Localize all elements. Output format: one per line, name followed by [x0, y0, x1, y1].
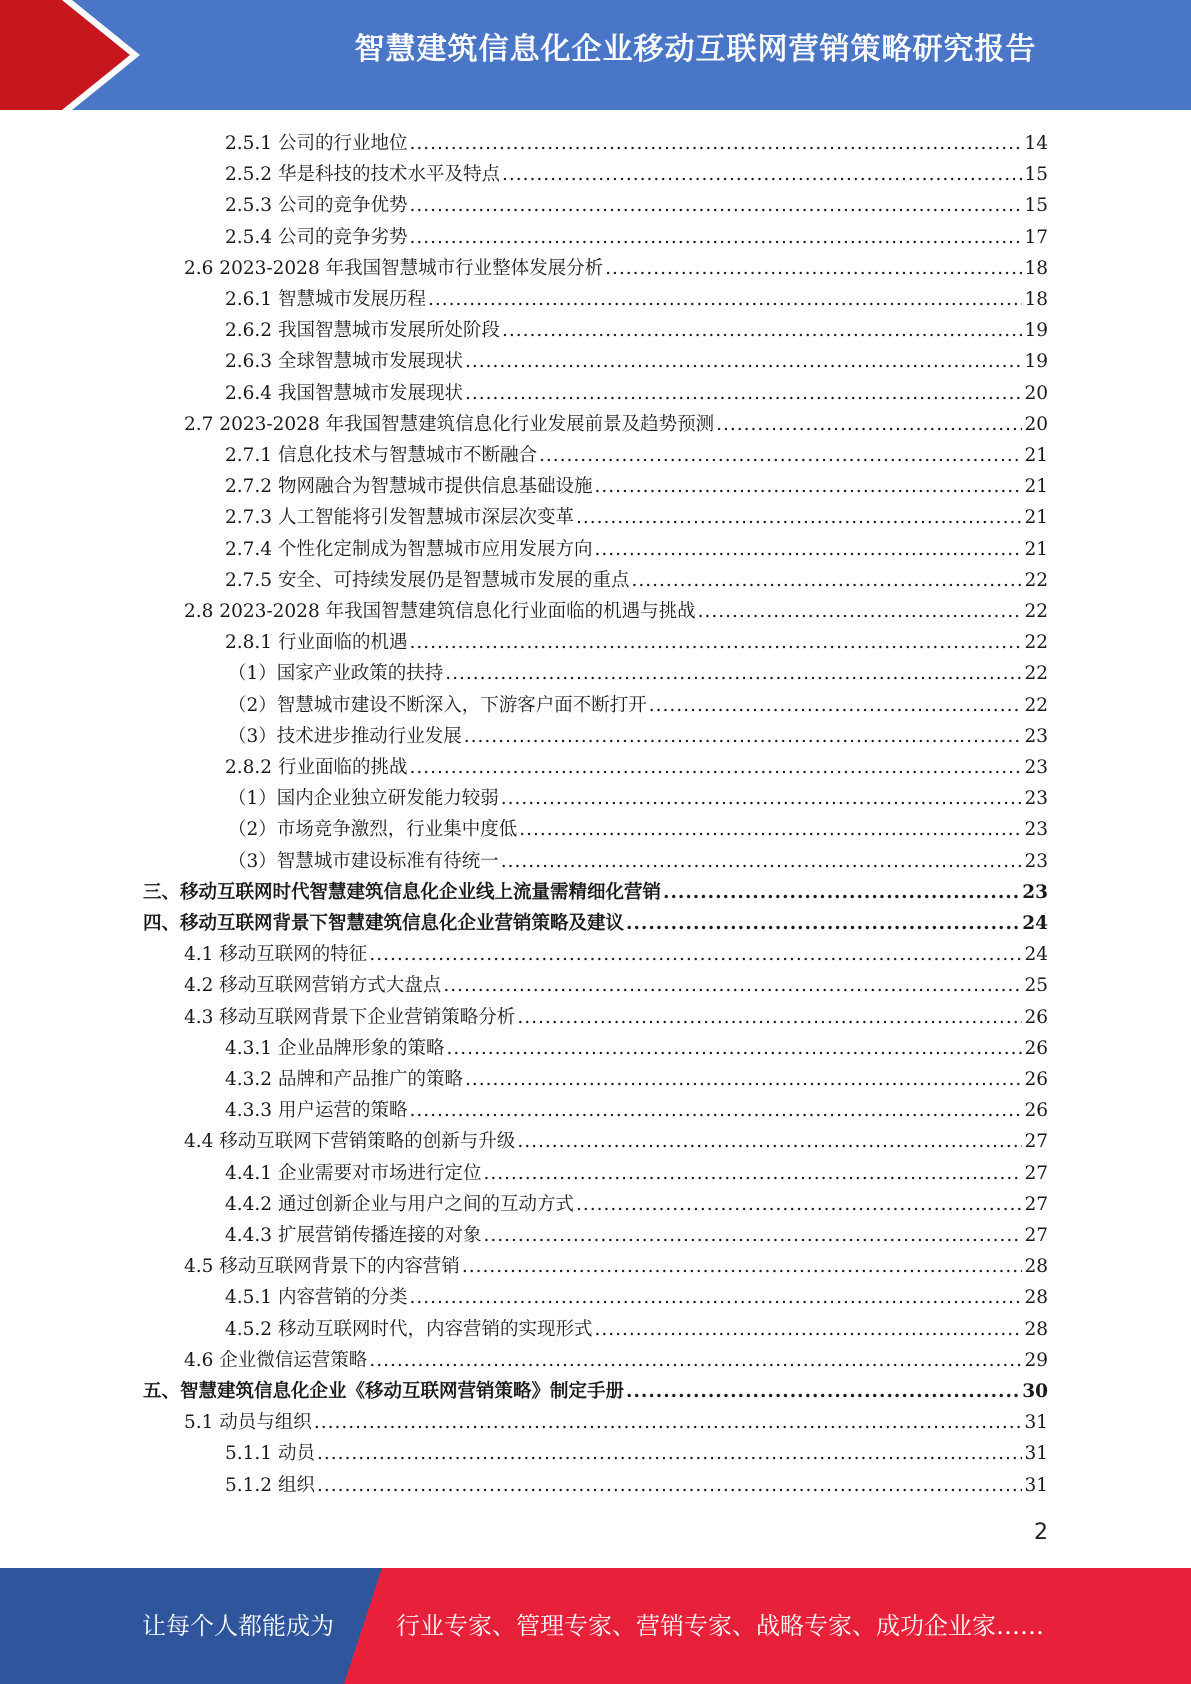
- toc-entry[interactable]: [225, 1282, 1048, 1313]
- toc-entry-page: 24: [1022, 913, 1048, 934]
- toc-entry[interactable]: [225, 471, 1048, 502]
- footer-slogan-right: 行业专家、管理专家、营销专家、战略专家、成功企业家……: [396, 1612, 1044, 1640]
- toc-entry-title: 2.7.4 个性化定制成为智慧城市应用发展方向: [225, 538, 593, 560]
- toc-entry-page: 19: [1024, 351, 1048, 373]
- toc-entry-page: 22: [1024, 569, 1048, 591]
- toc-entry-title: 4.4.2 通过创新企业与用户之间的互动方式: [225, 1193, 574, 1215]
- toc-entry[interactable]: [225, 752, 1048, 783]
- toc-entry[interactable]: [225, 1095, 1048, 1126]
- toc-dot-leader: [698, 596, 1023, 627]
- toc-entry[interactable]: [143, 877, 1048, 908]
- toc-dot-leader: [649, 690, 1023, 721]
- toc-entry[interactable]: [228, 721, 1048, 752]
- page-number: 2: [1034, 1520, 1048, 1545]
- toc-entry-title: 4.5.2 移动互联网时代，内容营销的实现形式: [225, 1318, 593, 1340]
- toc-dot-leader: [576, 1189, 1022, 1220]
- toc-dot-leader: [594, 1314, 1022, 1345]
- toc-entry-title: （1）国内企业独立研发能力较弱: [228, 788, 499, 810]
- toc-entry[interactable]: [184, 1345, 1048, 1376]
- toc-entry[interactable]: [225, 159, 1048, 190]
- toc-dot-leader: [502, 315, 1022, 346]
- toc-entry-page: 31: [1024, 1412, 1048, 1434]
- toc-entry-page: 23: [1024, 788, 1048, 810]
- toc-entry-title: 2.8.1 行业面临的机遇: [225, 632, 408, 654]
- toc-entry[interactable]: [225, 565, 1048, 596]
- toc-dot-leader: [501, 783, 1023, 814]
- toc-entry-page: 22: [1024, 601, 1048, 622]
- toc-entry-title: 4.3.3 用户运营的策略: [225, 1100, 408, 1122]
- toc-entry-page: 20: [1024, 382, 1048, 404]
- toc-entry-title: 4.6 企业微信运营策略: [184, 1349, 368, 1371]
- toc-entry-title: 2.5.2 华是科技的技术水平及特点: [225, 164, 500, 186]
- toc-entry-title: 2.6.2 我国智慧城市发展所处阶段: [225, 320, 500, 342]
- toc-entry[interactable]: [225, 1470, 1048, 1501]
- toc-entry-title: （3）智慧城市建设标准有待统一: [228, 850, 499, 872]
- toc-entry-title: 4.4 移动互联网下营销策略的创新与升级: [184, 1131, 516, 1153]
- header-title: 智慧建筑信息化企业移动互联网营销策略研究报告: [354, 32, 1037, 67]
- toc-entry[interactable]: [143, 1376, 1048, 1407]
- footer-slogan-left: 让每个人都能成为: [142, 1612, 334, 1640]
- toc-entry-page: 23: [1024, 725, 1048, 747]
- toc-entry-title: 5.1.1 动员: [225, 1443, 315, 1465]
- toc-entry-page: 27: [1024, 1193, 1048, 1215]
- toc-dot-leader: [409, 222, 1022, 253]
- toc-entry-page: 22: [1024, 694, 1048, 716]
- toc-dot-leader: [317, 1438, 1023, 1469]
- toc-entry-title: 2.6.3 全球智慧城市发展现状: [225, 351, 463, 373]
- toc-dot-leader: [445, 658, 1022, 689]
- toc-entry-title: （1）国家产业政策的扶持: [228, 663, 444, 685]
- toc-dot-leader: [409, 128, 1022, 159]
- toc-entry[interactable]: [228, 690, 1048, 721]
- toc-dot-leader: [576, 502, 1022, 533]
- toc-dot-leader: [501, 846, 1023, 877]
- toc-entry-page: 15: [1024, 195, 1048, 217]
- toc-entry-title: 4.3 移动互联网背景下企业营销策略分析: [184, 1006, 516, 1028]
- toc-entry-title: 4.4.3 扩展营销传播连接的对象: [225, 1225, 482, 1246]
- toc-entry[interactable]: [225, 284, 1048, 315]
- toc-dot-leader: [517, 1002, 1022, 1033]
- toc-entry[interactable]: [225, 128, 1048, 159]
- toc-entry[interactable]: [225, 534, 1048, 565]
- toc-entry-page: 23: [1022, 881, 1048, 903]
- toc-entry[interactable]: [225, 222, 1048, 253]
- toc-entry[interactable]: [225, 1438, 1048, 1469]
- toc-entry-page: 27: [1024, 1131, 1048, 1153]
- toc-entry[interactable]: [228, 846, 1048, 877]
- toc-entry-page: 30: [1022, 1381, 1048, 1402]
- toc-dot-leader: [465, 378, 1022, 409]
- toc-dot-leader: [317, 1470, 1023, 1501]
- toc-entry-title: 4.5.1 内容营销的分类: [225, 1287, 408, 1309]
- toc-entry-title: 4.3.1 企业品牌形象的策略: [225, 1037, 445, 1059]
- toc-entry-page: 31: [1024, 1474, 1048, 1496]
- toc-dot-leader: [446, 1033, 1022, 1064]
- toc-entry[interactable]: [184, 596, 1048, 627]
- toc-entry-page: 27: [1024, 1225, 1048, 1246]
- toc-entry[interactable]: [184, 1126, 1048, 1157]
- toc-entry[interactable]: [225, 378, 1048, 409]
- toc-dot-leader: [314, 1407, 1023, 1438]
- toc-entry-title: 四、移动互联网背景下智慧建筑信息化企业营销策略及建议: [143, 913, 625, 934]
- toc-entry-page: 21: [1024, 507, 1048, 529]
- toc-entry-title: 2.5.4 公司的竞争劣势: [225, 226, 408, 248]
- toc-dot-leader: [409, 1095, 1022, 1126]
- toc-entry-page: 21: [1024, 538, 1048, 560]
- toc-dot-leader: [517, 1126, 1022, 1157]
- toc-entry-title: 2.6.1 智慧城市发展历程: [225, 289, 426, 310]
- toc-dot-leader: [519, 814, 1022, 845]
- toc-entry-page: 18: [1024, 289, 1048, 310]
- toc-entry-page: 31: [1024, 1443, 1048, 1465]
- toc-entry[interactable]: [184, 939, 1048, 970]
- toc-entry-title: 五、智慧建筑信息化企业《移动互联网营销策略》制定手册: [143, 1381, 625, 1402]
- toc-dot-leader: [605, 253, 1022, 284]
- toc-entry[interactable]: [225, 1158, 1048, 1189]
- toc-entry[interactable]: [225, 1314, 1048, 1345]
- toc-entry-page: 22: [1024, 632, 1048, 654]
- toc-entry[interactable]: [225, 1220, 1048, 1251]
- toc-entry[interactable]: [225, 1064, 1048, 1095]
- toc-entry[interactable]: [228, 814, 1048, 845]
- toc-dot-leader: [369, 1345, 1022, 1376]
- toc-entry-page: 17: [1024, 226, 1048, 248]
- toc-entry[interactable]: [184, 1251, 1048, 1282]
- toc-entry[interactable]: [225, 440, 1048, 471]
- toc-entry-title: 4.2 移动互联网营销方式大盘点: [184, 975, 442, 997]
- toc-dot-leader: [465, 1064, 1022, 1095]
- toc-entry-title: 2.5.1 公司的行业地位: [225, 133, 408, 154]
- toc-dot-leader: [369, 939, 1022, 970]
- toc-entry-title: （2）智慧城市建设不断深入，下游客户面不断打开: [228, 694, 647, 716]
- toc-entry-title: 5.1.2 组织: [225, 1474, 315, 1496]
- toc-entry-page: 26: [1024, 1037, 1048, 1059]
- toc-entry-page: 29: [1024, 1349, 1048, 1371]
- toc-entry-page: 15: [1024, 164, 1048, 186]
- toc-dot-leader: [409, 1282, 1022, 1313]
- toc-dot-leader: [483, 1158, 1022, 1189]
- toc-entry-page: 14: [1024, 133, 1048, 154]
- toc-entry-title: 2.7.2 物网融合为智慧城市提供信息基础设施: [225, 476, 593, 498]
- toc-entry-title: 2.6.4 我国智慧城市发展现状: [225, 382, 463, 404]
- toc-entry-title: 2.5.3 公司的竞争优势: [225, 195, 408, 217]
- toc-dot-leader: [462, 1251, 1023, 1282]
- toc-entry[interactable]: [184, 1407, 1048, 1438]
- toc-dot-leader: [663, 877, 1020, 908]
- toc-dot-leader: [502, 159, 1022, 190]
- toc-dot-leader: [626, 1376, 1020, 1407]
- toc-entry[interactable]: [225, 315, 1048, 346]
- toc-dot-leader: [594, 471, 1022, 502]
- toc-entry-page: 24: [1024, 944, 1048, 966]
- toc-entry-page: 25: [1024, 975, 1048, 997]
- toc-entry-title: 2.6 2023-2028 年我国智慧城市行业整体发展分析: [184, 257, 604, 279]
- toc-entry-title: 4.1 移动互联网的特征: [184, 944, 368, 966]
- toc-entry[interactable]: [225, 502, 1048, 533]
- toc-entry-page: 21: [1024, 476, 1048, 498]
- toc-entry-title: 2.8 2023-2028 年我国智慧建筑信息化行业面临的机遇与挑战: [184, 601, 696, 622]
- toc-entry[interactable]: [225, 190, 1048, 221]
- toc-entry-title: （2）市场竞争激烈，行业集中度低: [228, 819, 518, 841]
- toc-entry-page: 23: [1024, 850, 1048, 872]
- toc-entry-title: 2.7.1 信息化技术与智慧城市不断融合: [225, 445, 537, 466]
- toc-entry-page: 28: [1024, 1287, 1048, 1309]
- toc-entry[interactable]: [184, 253, 1048, 284]
- toc-dot-leader: [464, 721, 1023, 752]
- toc-entry[interactable]: [225, 1033, 1048, 1064]
- toc-dot-leader: [409, 627, 1022, 658]
- toc-entry-page: 28: [1024, 1318, 1048, 1340]
- toc-entry-page: 22: [1024, 663, 1048, 685]
- toc-entry-page: 26: [1024, 1006, 1048, 1028]
- toc-entry-page: 21: [1024, 445, 1048, 466]
- header-arrow-decoration: [0, 0, 150, 110]
- toc-entry-title: 2.7.3 人工智能将引发智慧城市深层次变革: [225, 507, 574, 529]
- toc-entry-title: （3）技术进步推动行业发展: [228, 725, 462, 747]
- toc-entry-page: 19: [1024, 320, 1048, 342]
- toc-entry[interactable]: [225, 346, 1048, 377]
- toc-dot-leader: [631, 565, 1022, 596]
- toc-dot-leader: [594, 534, 1022, 565]
- page-header: [0, 0, 1191, 110]
- toc-dot-leader: [465, 346, 1022, 377]
- toc-dot-leader: [539, 440, 1022, 471]
- toc-entry-title: 2.7.5 安全、可持续发展仍是智慧城市发展的重点: [225, 569, 630, 591]
- toc-dot-leader: [409, 190, 1022, 221]
- toc-entry[interactable]: [143, 908, 1048, 939]
- toc-entry-title: 2.8.2 行业面临的挑战: [225, 757, 408, 778]
- toc-entry[interactable]: [228, 658, 1048, 689]
- toc-entry-title: 4.4.1 企业需要对市场进行定位: [225, 1162, 482, 1184]
- toc-entry-title: 5.1 动员与组织: [184, 1412, 312, 1434]
- toc-entry[interactable]: [225, 1189, 1048, 1220]
- toc-entry-page: 20: [1024, 413, 1048, 435]
- toc-entry-title: 4.3.2 品牌和产品推广的策略: [225, 1069, 463, 1090]
- toc-dot-leader: [443, 970, 1022, 1001]
- toc-entry-title: 2.7 2023-2028 年我国智慧建筑信息化行业发展前景及趋势预测: [184, 413, 715, 435]
- toc-dot-leader: [428, 284, 1022, 315]
- toc-dot-leader: [716, 409, 1022, 440]
- toc-dot-leader: [483, 1220, 1022, 1251]
- page-footer: [0, 1568, 1191, 1684]
- toc-entry[interactable]: [225, 627, 1048, 658]
- toc-entry-page: 26: [1024, 1069, 1048, 1090]
- toc-entry-page: 27: [1024, 1162, 1048, 1184]
- toc-dot-leader: [409, 752, 1022, 783]
- toc-entry-page: 28: [1024, 1256, 1048, 1278]
- toc-entry-page: 23: [1024, 757, 1048, 778]
- toc-entry-page: 18: [1024, 257, 1048, 279]
- toc-entry[interactable]: [228, 783, 1048, 814]
- toc-entry-page: 23: [1024, 819, 1048, 841]
- toc-entry-title: 4.5 移动互联网背景下的内容营销: [184, 1256, 460, 1278]
- toc-dot-leader: [626, 908, 1020, 939]
- toc-entry-page: 26: [1024, 1100, 1048, 1122]
- toc-entry[interactable]: [184, 970, 1048, 1001]
- toc-entry-title: 三、移动互联网时代智慧建筑信息化企业线上流量需精细化营销: [143, 881, 662, 903]
- toc-entry[interactable]: [184, 1002, 1048, 1033]
- toc-entry[interactable]: [184, 409, 1048, 440]
